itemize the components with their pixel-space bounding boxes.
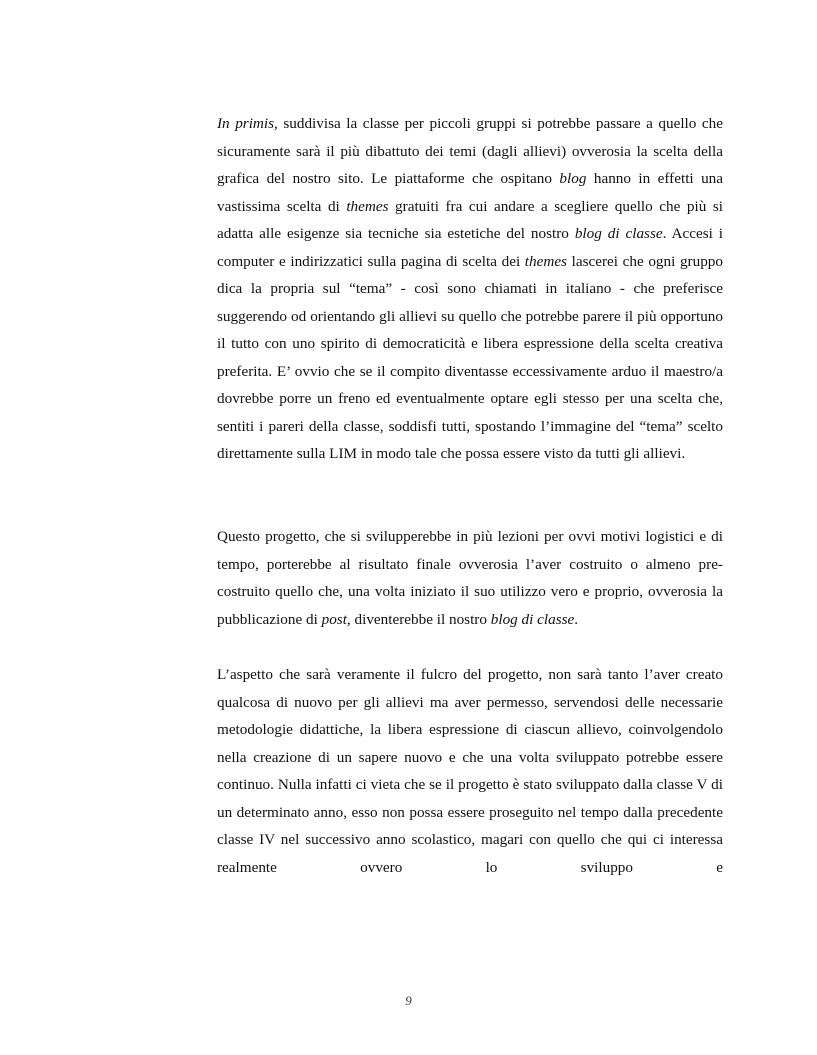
text-run: suddivisa la classe per piccoli gruppi si potrebbe passare a quello che sicuramente sarà il più dibattuto dei temi (dagli allievi) ovverosia la scelta della grafica del nostro sito. Le piattaforme che ospitano [217,115,723,187]
italic-phrase: themes [346,197,389,215]
text-run: . Accesi i computer e indirizzatici sulla pagina di scelta dei [217,225,723,270]
text-run: Questo progetto, che si svilupperebbe in più lezioni per ovvi motivi logistici e di tempo, porterebbe al risultato finale ovverosia l’aver costruito o almeno pre-costruito quello che, una volta iniziato il suo utilizzo vero e proprio, ovverosia la pubblicazione di [217,528,723,628]
text-run: . [574,610,579,628]
text-run: L’aspetto che sarà veramente il fulcro del progetto, non sarà tanto l’aver creato qualcosa di nuovo per gli allievi ma aver permesso, servendosi delle necessarie metodologie didattiche, la libera espressione di ciascun allievo, coinvolgendolo nella creazione di un sapere nuovo e che una volta sviluppato potrebbe essere continuo. Nulla infatti ci vieta che se il progetto è stato sviluppato dalla classe V di un determinato anno, esso non possa essere proseguito nel tempo dalla precedente classe IV nel successivo anno scolastico, magari con quello che qui ci interessa realmente ovvero lo sviluppo e [217,666,723,876]
italic-phrase: blog di classe [574,225,663,242]
text-run: lascerei che ogni gruppo dica la propria sul “tema” - così sono chiamati in italiano - che preferisce suggerendo od orientando gli allievi su quello che potrebbe parere il più opportuno il tutto con uno spirito di democraticità e libera espressione della scelta creativa preferita. E’ ovvio che se il compito diventasse eccessivamente arduo il maestro/a dovrebbe porre un freno ed eventualmente optare egli stesso per una scelta che, sentiti i pareri della classe, soddisfi tutti, spostando l’immagine del “tema” scelto direttamente sulla LIM in modo tale che possa essere visto da tutti gli allievi. [217,252,723,462]
italic-phrase: In primis, [217,115,278,132]
italic-phrase: themes [524,252,567,270]
italic-phrase: post, [321,610,351,628]
page-number: 9 [405,993,412,1008]
paragraph-3 [217,661,723,881]
text-run: gratuiti fra cui andare a scegliere quello che più si adatta alle esigenze sia tecniche sia estetiche del nostro [217,197,723,242]
paragraph-2 [217,523,723,633]
italic-phrase: blog di classe [490,610,575,628]
italic-phrase: blog [559,170,587,187]
text-run: diventerebbe il nostro [350,610,491,628]
paragraph-1 [217,110,723,468]
text-run: hanno in effetti una vastissima scelta di [217,170,723,215]
